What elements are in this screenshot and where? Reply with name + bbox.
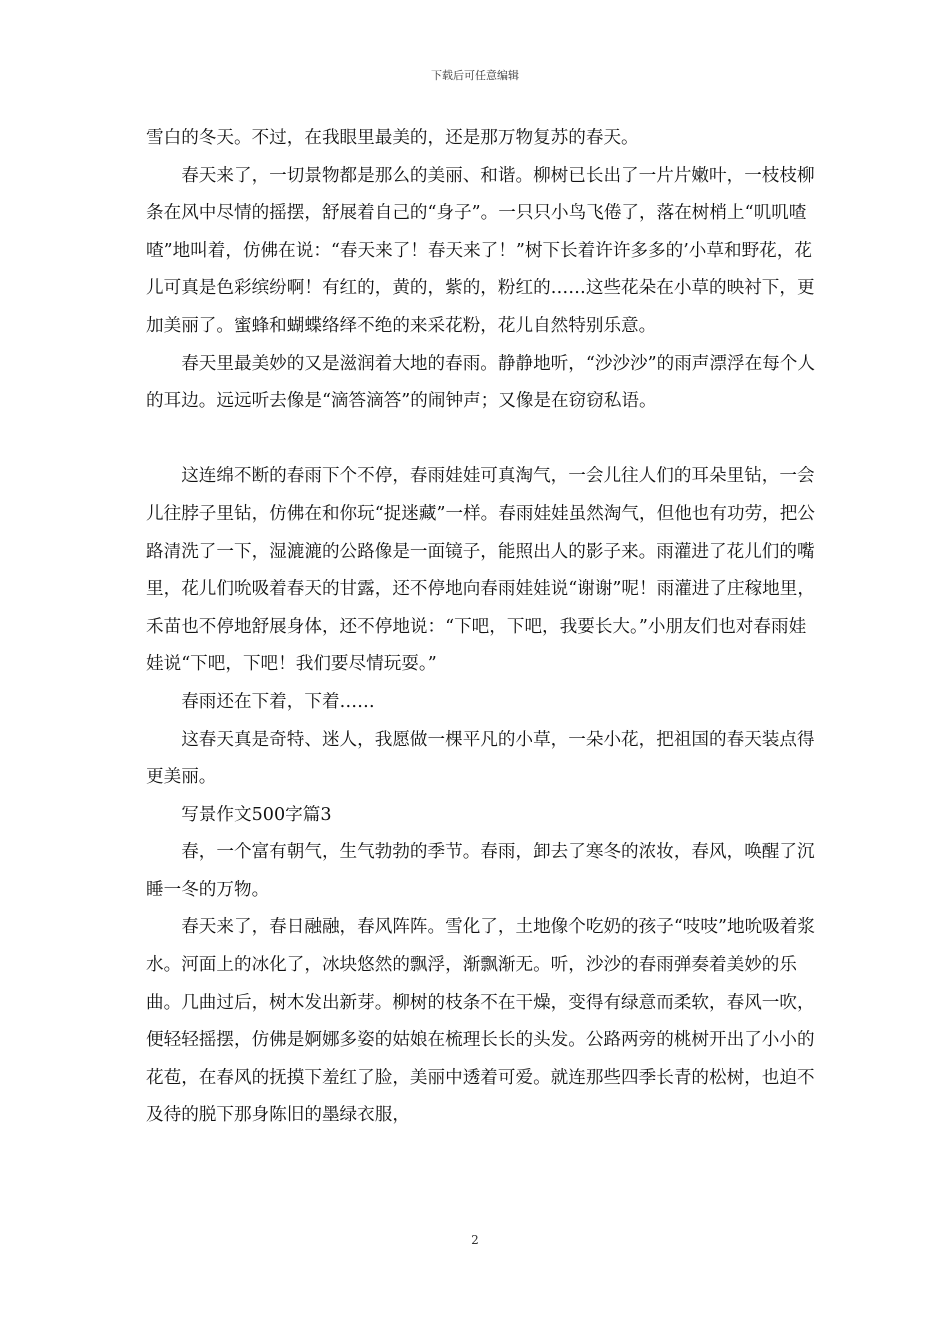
page-header: 下载后可任意编辑 bbox=[431, 69, 519, 82]
section-heading: 写景作文500字篇3 bbox=[181, 804, 332, 825]
paragraph: 春天里最美妙的又是滋润着大地的春雨。静静地听，“沙沙沙”的雨声漂浮在每个人的耳边。远远听去像是“滴答滴答”的闹钟声；又像是在窃窃私语。 bbox=[146, 353, 815, 412]
paragraph: 春雨还在下着，下着…… bbox=[181, 691, 375, 712]
paragraph: 雪白的冬天。不过，在我眼里最美的，还是那万物复苏的春天。 bbox=[146, 128, 639, 148]
paragraph: 春天来了，一切景物都是那么的美丽、和谐。柳树已长出了一片片嫩叶，一枝枝柳条在风中尽情的摇摆，舒展着自己的“身子”。一只只小鸟飞倦了，落在树梢上“叽叽喳喳”地叫着，仿佛在说：“春天来了！春天来了！”树下长着许许多多的’小草和野花，花儿可真是色彩缤纷啊！有红的，黄的，紫的，粉红的……这些花朵在小草的映衬下，更加美丽了。蜜蜂和蝴蝶络绎不绝的来采花粉，花儿自然特别乐意。 bbox=[146, 165, 815, 336]
paragraph: 这春天真是奇特、迷人，我愿做一棵平凡的小草，一朵小花，把祖国的春天装点得更美丽。 bbox=[146, 729, 815, 788]
document-body bbox=[146, 120, 821, 1135]
page-number: 2 bbox=[471, 1233, 479, 1247]
paragraph: 这连绵不断的春雨下个不停，春雨娃娃可真淘气，一会儿往人们的耳朵里钻，一会儿往脖子里钻，仿佛在和你玩“捉迷藏”一样。春雨娃娃虽然淘气，但他也有功劳，把公路清洗了一下，湿漉漉的公路像是一面镜子，能照出人的影子来。雨灌进了花儿们的嘴里，花儿们吮吸着春天的甘露，还不停地向春雨娃娃说“谢谢”呢！雨灌进了庄稼地里，禾苗也不停地舒展身体，还不停地说：“下吧，下吧，我要长大。”小朋友们也对春雨娃娃说“下吧，下吧！我们要尽情玩耍。” bbox=[146, 466, 815, 675]
paragraph: 春，一个富有朝气，生气勃勃的季节。春雨，卸去了寒冬的浓妆，春风，唤醒了沉睡一冬的万物。 bbox=[146, 842, 815, 900]
paragraph-gap bbox=[146, 421, 821, 459]
paragraph: 春天来了，春日融融，春风阵阵。雪化了，土地像个吃奶的孩子“吱吱”地吮吸着浆水。河面上的冰化了，冰块悠然的飘浮，渐飘渐无。听，沙沙的春雨弹奏着美妙的乐曲。几曲过后，树木发出新芽。柳树的枝条不在干燥，变得有绿意而柔软，春风一吹，便轻轻摇摆，仿佛是婀娜多姿的姑娘在梳理长长的头发。公路两旁的桃树开出了小小的花苞，在春风的抚摸下羞红了脸，美丽中透着可爱。就连那些四季长青的松树，也迫不及待的脱下那身陈旧的墨绿衣服， bbox=[146, 917, 815, 1126]
